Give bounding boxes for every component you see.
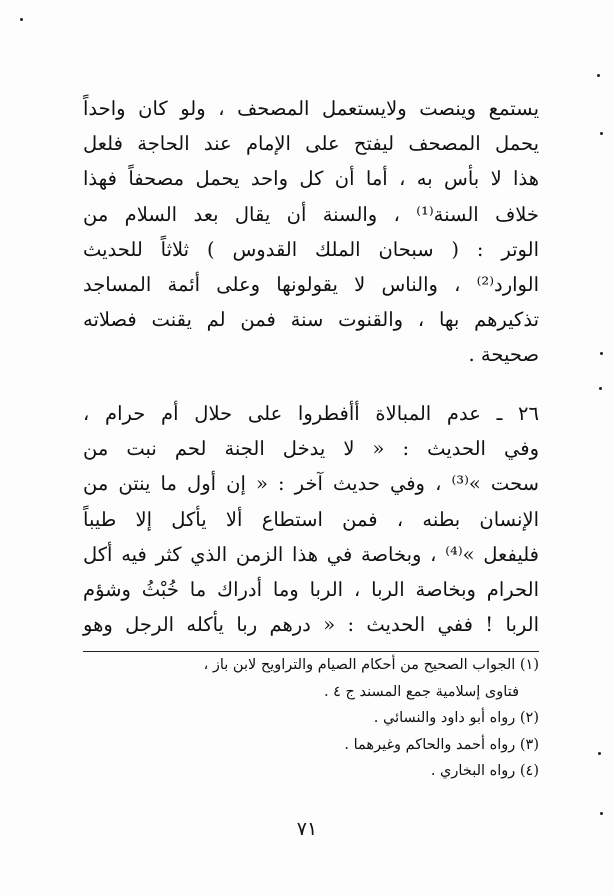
footnote-line: فتاوى إسلامية جمع المسند ج ٤ .	[323, 683, 519, 700]
paragraph-1	[83, 91, 539, 373]
footnote-line: (١) الجواب الصحيح من أحكام الصيام والتراويح لابن باز ،	[203, 657, 539, 673]
scan-speck	[600, 352, 603, 355]
text-line: الوارد⁽²⁾ ، والناس لا يقولونها وعلى أئمة المساجد	[83, 272, 539, 296]
scan-speck	[600, 132, 603, 135]
scan-speck	[597, 74, 600, 77]
scan-speck	[598, 752, 601, 755]
text-line: فليفعل »⁽⁴⁾ ، وبخاصة في هذا الزمن الذي كثر فيه أكل	[83, 542, 539, 566]
footnotes	[83, 652, 539, 785]
footnote-line: (٤) رواه البخاري .	[430, 763, 539, 779]
scan-speck	[599, 387, 602, 390]
text-line: الحرام وبخاصة الربا ، الربا وما أدراك ما خُبْثُ وشؤم	[83, 577, 539, 601]
text-line: خلاف السنة⁽¹⁾ ، والسنة أن يقال بعد السلام من	[83, 202, 539, 226]
footnote-line: (٣) رواه أحمد والحاكم وغيرهما .	[344, 736, 539, 753]
text-line: ٢٦ ـ عدم المبالاة أأفطروا على حلال أم حرام ،	[83, 402, 539, 425]
scan-speck	[600, 812, 603, 815]
page-number: ٧١	[296, 818, 318, 840]
text-line: الإنسان بطنه ، فمن استطاع ألا يأكل إلا طيباً	[83, 507, 539, 531]
text-line: يحمل المصحف ليفتح على الإمام عند الحاجة فلعل	[83, 132, 539, 156]
paragraph-2	[83, 396, 539, 642]
scan-speck	[20, 18, 23, 21]
footnote-line: (٢) رواه أبو داود والنسائي .	[373, 710, 539, 726]
text-line: سحت »⁽³⁾ ، وفي حديث آخر : « إن أول ما ينتن من	[83, 472, 539, 496]
text-line: الوتر : ( سبحان الملك القدوس ) ثلاثاً للحديث	[83, 237, 539, 261]
text-line: صحيحة .	[468, 343, 539, 367]
text-line: وفي الحديث : « لا يدخل الجنة لحم نبت من	[83, 437, 539, 461]
text-line: يستمع وينصت ولايستعمل المصحف ، ولو كان واحداً	[83, 97, 539, 120]
text-line: هذا لا بأس به ، أما أن كل واحد يحمل مصحفاً فهذا	[83, 167, 539, 191]
text-line: تذكيرهم بها ، والقنوت سنة فمن لم يقنت فصلاته	[83, 308, 539, 332]
text-line: الربا ! ففي الحديث : « درهم ربا يأكله الرجل وهو	[83, 613, 539, 637]
